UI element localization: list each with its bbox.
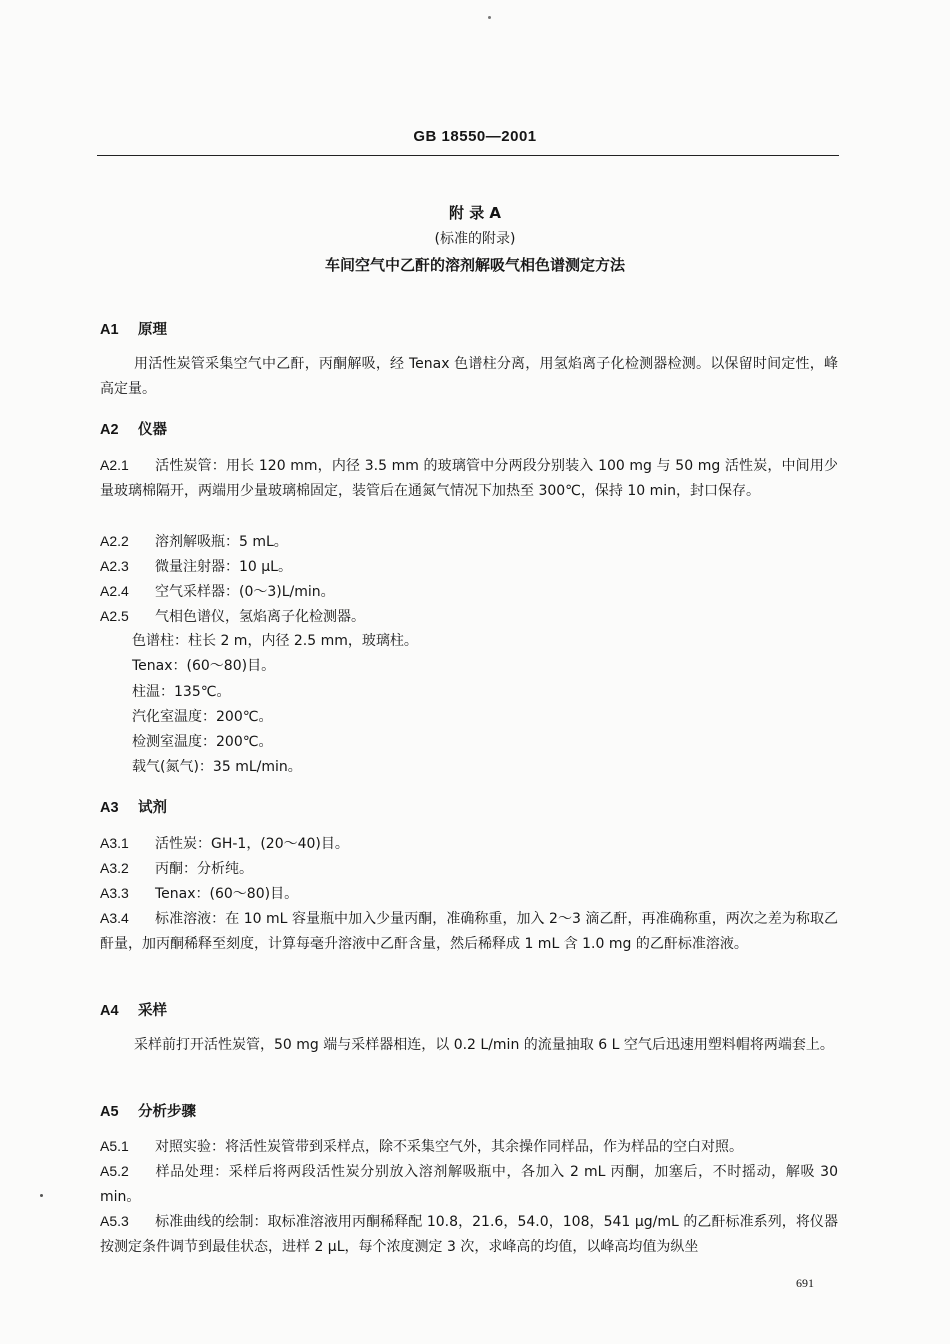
section-number: A5 (100, 1104, 119, 1120)
item-text: Tenax：(60～80)目。 (155, 886, 299, 902)
item-number: A2.5 (100, 608, 129, 624)
item-text: 标准溶液：在 10 mL 容量瓶中加入少量丙酮，准确称重，加入 2～3 滴乙酐，再准确称重，两次之差为称取乙酐量，加丙酮稀释至刻度，计算每毫升溶液中乙酐含量，然后稀释成 1 mL 含 1.0 mg 的乙酐标准溶液。 (100, 911, 838, 952)
item-a5-2 (100, 1159, 838, 1209)
condition-line: 检测室温度：200℃。 (132, 734, 273, 751)
item-text: 样品处理：采样后将两段活性炭分别放入溶剂解吸瓶中，各加入 2 mL 丙酮，加塞后，不时摇动，解吸 30 min。 (100, 1164, 838, 1205)
item-number: A2.4 (100, 583, 129, 599)
item-text: 丙酮：分析纯。 (155, 861, 253, 877)
paragraph-sampling: 采样前打开活性炭管，50 mg 端与采样器相连，以 0.2 L/min 的流量抽取 6 L 空气后迅速用塑料帽将两端套上。 (134, 1037, 834, 1053)
item-a2-1 (100, 453, 838, 503)
item-a2-3 (100, 554, 838, 580)
section-heading-a1 (100, 318, 167, 339)
section-title: 仪器 (138, 422, 167, 438)
item-text: 活性炭管：用长 120 mm，内径 3.5 mm 的玻璃管中分两段分别装入 100 mg 与 50 mg 活性炭，中间用少量玻璃棉隔开，两端用少量玻璃棉固定，装管后在通氮气情况下加热至 300℃，保持 10 min，封口保存。 (100, 458, 838, 499)
annex-name: 车间空气中乙酐的溶剂解吸气相色谱测定方法 (324, 256, 625, 274)
section-heading-a3 (100, 796, 167, 817)
section-number: A4 (100, 1003, 119, 1019)
section-title: 试剂 (138, 800, 167, 816)
header-rule (97, 155, 839, 156)
condition-list (132, 629, 418, 781)
page-number: 691 (796, 1276, 814, 1290)
item-text: 溶剂解吸瓶：5 mL。 (155, 534, 288, 550)
item-a3-1 (100, 831, 838, 857)
section-number: A2 (100, 422, 119, 438)
item-number: A5.3 (100, 1213, 129, 1229)
condition-line: 汽化室温度：200℃。 (132, 708, 273, 725)
section-heading-a4 (100, 999, 167, 1020)
item-text: 对照实验：将活性炭管带到采样点，除不采集空气外，其余操作同样品，作为样品的空白对照。 (155, 1139, 743, 1155)
item-a3-4 (100, 906, 838, 956)
item-a2-5 (100, 604, 838, 630)
condition-line: 柱温：135℃。 (132, 683, 231, 700)
section-title: 采样 (138, 1003, 167, 1019)
item-number: A3.4 (100, 910, 129, 926)
annex-title: 附 录 A (448, 204, 502, 222)
item-text: 标准曲线的绘制：取标准溶液用丙酮稀释配 10.8，21.6，54.0，108，541 μg/mL 的乙酐标准系列，将仪器按测定条件调节到最佳状态，进样 2 μL，每个浓度测定 3 次，求峰高的均值，以峰高均值为纵坐 (100, 1214, 838, 1255)
section-title: 分析步骤 (138, 1104, 196, 1120)
item-number: A3.2 (100, 860, 129, 876)
item-text: 空气采样器：(0～3)L/min。 (155, 584, 335, 600)
condition-line: Tenax：(60～80)目。 (132, 658, 276, 675)
item-number: A3.1 (100, 835, 129, 851)
annex-type: (标准的附录) (434, 231, 516, 247)
section-number: A3 (100, 800, 119, 816)
item-a5-3 (100, 1209, 838, 1259)
item-text: 活性炭：GH-1，(20～40)目。 (155, 836, 349, 852)
item-a3-2 (100, 856, 838, 882)
section-title: 原理 (138, 322, 167, 338)
item-number: A2.2 (100, 533, 129, 549)
item-text: 气相色谱仪，氢焰离子化检测器。 (155, 609, 365, 625)
item-number: A5.1 (100, 1138, 129, 1154)
section-heading-a2 (100, 418, 167, 439)
section-heading-a5 (100, 1100, 196, 1121)
item-a2-4 (100, 579, 838, 605)
standard-number: GB 18550—2001 (413, 128, 537, 145)
section-number: A1 (100, 322, 119, 338)
item-a2-2 (100, 529, 838, 555)
item-number: A2.3 (100, 558, 129, 574)
scan-speck (40, 1194, 43, 1197)
item-number: A3.3 (100, 885, 129, 901)
condition-line: 色谱柱：柱长 2 m，内径 2.5 mm，玻璃柱。 (132, 633, 418, 649)
item-a5-1 (100, 1134, 838, 1160)
item-number: A5.2 (100, 1163, 129, 1179)
item-a3-3 (100, 881, 838, 907)
condition-line: 载气(氮气)：35 mL/min。 (132, 759, 302, 776)
paragraph-principle: 用活性炭管采集空气中乙酐，丙酮解吸，经 Tenax 色谱柱分离，用氢焰离子化检测器检测。以保留时间定性，峰高定量。 (100, 356, 838, 397)
item-text: 微量注射器：10 μL。 (155, 559, 292, 575)
item-number: A2.1 (100, 457, 129, 473)
scan-speck (488, 16, 491, 19)
